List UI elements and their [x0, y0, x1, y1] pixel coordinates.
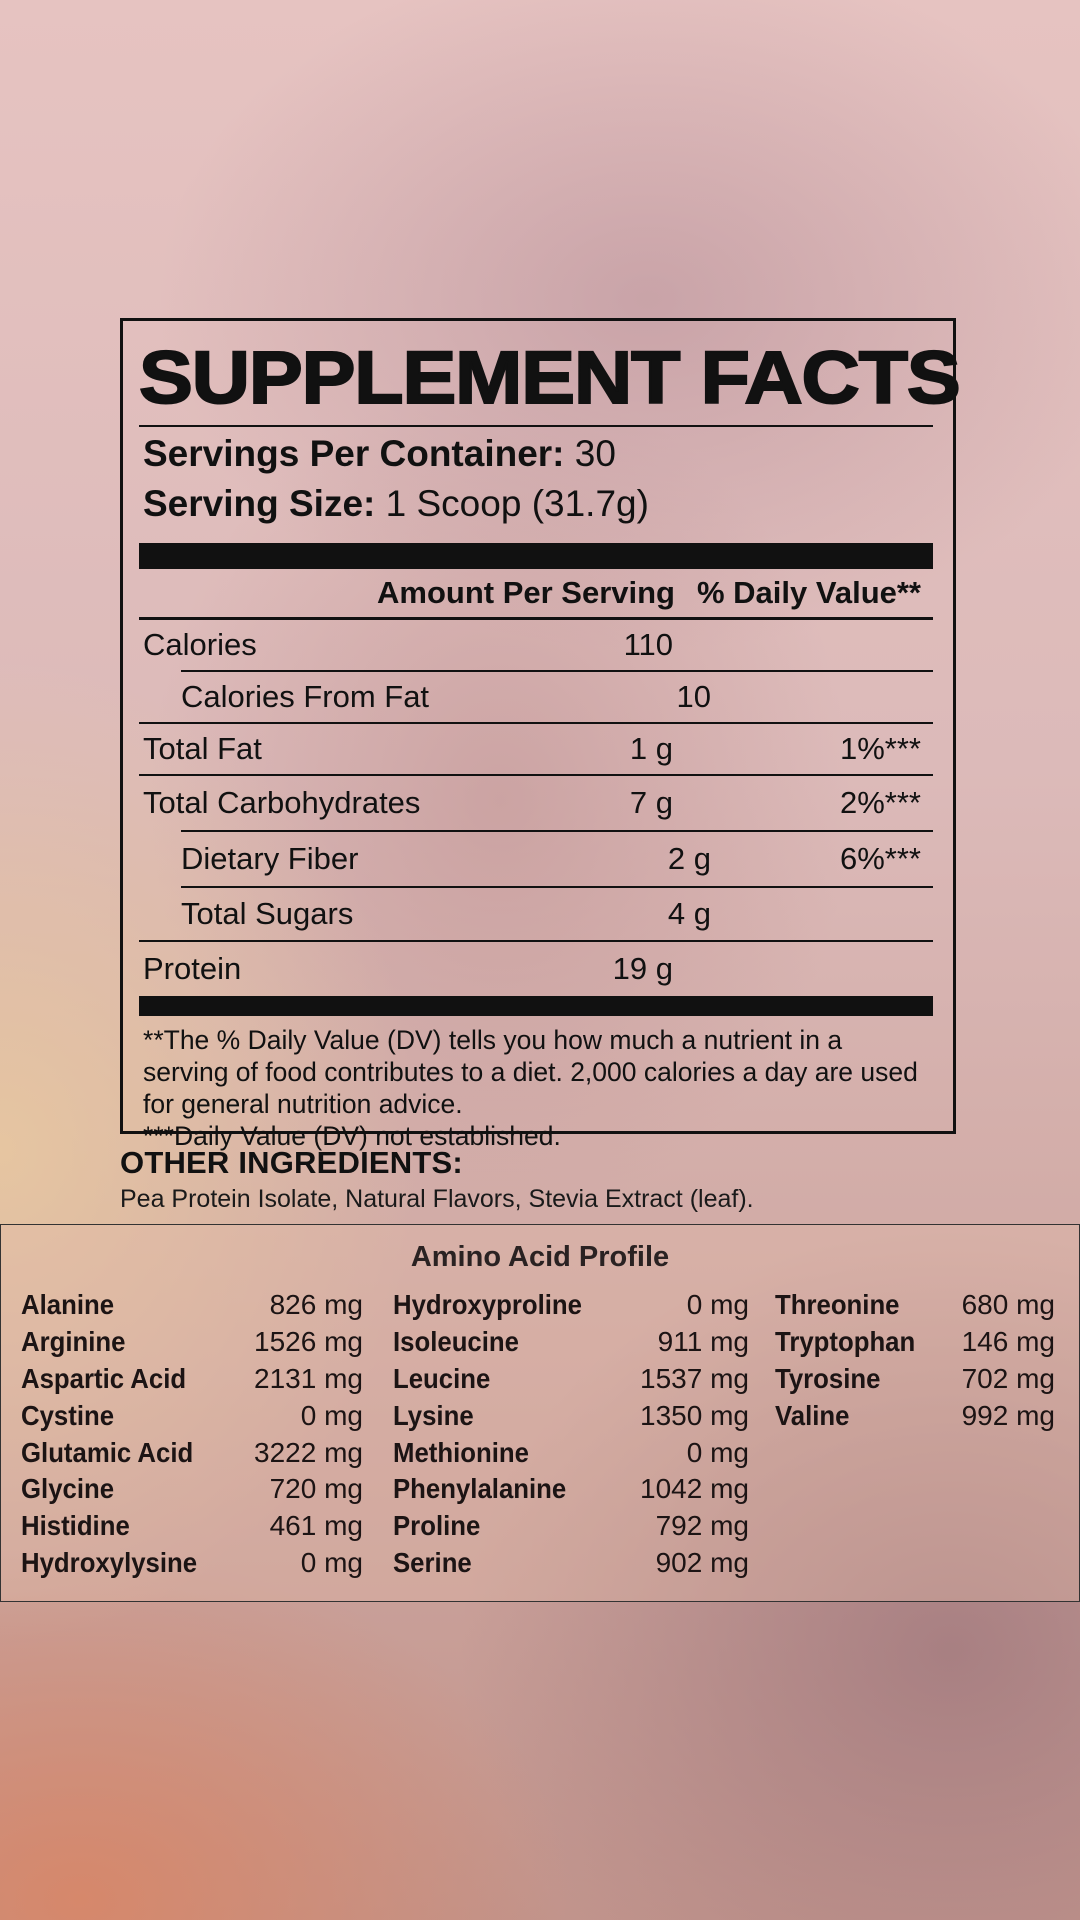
serving-size-label: Serving Size:	[143, 483, 376, 524]
amino-row	[775, 1287, 1055, 1324]
amount-per-serving-header: Amount Per Serving	[377, 575, 675, 610]
nutrient-row-total-fat	[139, 724, 933, 774]
amino-name: Isoleucine	[393, 1326, 519, 1358]
nutrient-row-dietary-fiber	[139, 832, 933, 886]
nutrient-daily-value: 6%***	[840, 841, 921, 876]
daily-value-not-established-footnote: ***Daily Value (DV) not established.	[143, 1121, 561, 1151]
nutrient-amount: 4 g	[667, 896, 711, 931]
amino-value: 0 mg	[686, 1289, 749, 1321]
nutrient-name: Calories From Fat	[181, 679, 430, 714]
amino-row	[393, 1287, 749, 1324]
nutrient-amount: 19 g	[612, 951, 673, 986]
amino-value: 3222 mg	[254, 1436, 363, 1468]
nutrient-row-calories	[139, 620, 933, 670]
other-ingredients-title: OTHER INGREDIENTS:	[120, 1145, 463, 1180]
amino-name: Valine	[775, 1399, 850, 1431]
amino-row	[21, 1434, 363, 1471]
amino-name: Cystine	[21, 1399, 115, 1431]
amino-row	[393, 1471, 749, 1508]
amino-row	[21, 1508, 363, 1545]
amino-name: Histidine	[21, 1510, 130, 1542]
amino-value: 146 mg	[961, 1326, 1055, 1358]
amino-value: 0 mg	[300, 1399, 363, 1431]
nutrient-row-calories-from-fat	[139, 672, 933, 722]
supplement-facts-panel	[120, 318, 960, 1151]
amino-column-2	[393, 1287, 749, 1581]
amino-acid-profile-panel	[0, 1224, 1080, 1602]
amino-row	[775, 1361, 1055, 1398]
daily-value-footnote: **The % Daily Value (DV) tells you how much a nutrient in a serving of food contributes to a diet. 2,000 calories a day are used for general nutrition advice.	[143, 1025, 918, 1119]
amino-name: Tyrosine	[775, 1362, 881, 1394]
nutrient-name: Total Carbohydrates	[143, 785, 421, 820]
amino-row	[21, 1397, 363, 1434]
nutrient-amount: 2 g	[667, 841, 711, 876]
serving-size-value: 1 Scoop (31.7g)	[385, 483, 649, 524]
amino-row	[21, 1287, 363, 1324]
amino-name: Tryptophan	[775, 1326, 916, 1358]
supplement-facts-title: SUPPLEMENT FACTS	[139, 336, 960, 419]
nutrient-amount: 1 g	[629, 731, 673, 766]
nutrient-amount: 110	[623, 627, 673, 662]
amino-name: Hydroxyproline	[393, 1289, 582, 1321]
amino-row	[393, 1508, 749, 1545]
nutrient-daily-value: 2%***	[840, 785, 921, 820]
amino-value: 680 mg	[961, 1289, 1055, 1321]
nutrient-row-total-carbohydrates	[139, 776, 933, 830]
amino-name: Serine	[393, 1546, 472, 1578]
servings-per-container	[139, 429, 933, 479]
amino-acid-profile-title: Amino Acid Profile	[410, 1241, 670, 1273]
nutrient-name: Dietary Fiber	[181, 841, 359, 876]
amino-value: 1526 mg	[254, 1326, 363, 1358]
thick-divider	[139, 543, 933, 569]
nutrient-name: Calories	[143, 627, 257, 662]
amino-name: Threonine	[775, 1289, 900, 1321]
amino-column-3	[775, 1287, 1055, 1434]
nutrient-amount: 7 g	[629, 785, 673, 820]
amino-value: 902 mg	[655, 1546, 749, 1578]
amino-value: 0 mg	[300, 1546, 363, 1578]
amino-name: Leucine	[393, 1362, 491, 1394]
amino-value: 1042 mg	[640, 1473, 749, 1505]
amino-name: Aspartic Acid	[21, 1362, 187, 1394]
nutrient-name: Total Sugars	[181, 896, 354, 931]
amino-value: 702 mg	[961, 1362, 1055, 1394]
amino-row	[775, 1397, 1055, 1434]
nutrient-name: Protein	[143, 951, 242, 986]
amino-value: 2131 mg	[254, 1362, 363, 1394]
amino-value: 461 mg	[269, 1510, 363, 1542]
amino-column-1	[21, 1287, 363, 1581]
amino-row	[21, 1545, 363, 1582]
serving-size	[139, 479, 933, 529]
amino-value: 1537 mg	[640, 1362, 749, 1394]
thick-divider	[139, 996, 933, 1016]
amino-value: 720 mg	[269, 1473, 363, 1505]
column-header-row	[139, 569, 933, 617]
servings-per-container-value: 30	[574, 433, 616, 474]
amino-value: 0 mg	[686, 1436, 749, 1468]
daily-value-header: % Daily Value**	[696, 575, 921, 610]
amino-value: 911 mg	[657, 1326, 749, 1358]
amino-value: 792 mg	[655, 1510, 749, 1542]
amino-row	[393, 1545, 749, 1582]
amino-row	[775, 1324, 1055, 1361]
nutrient-daily-value: 1%***	[840, 731, 921, 766]
amino-name: Alanine	[21, 1289, 115, 1321]
amino-row	[21, 1361, 363, 1398]
amino-name: Phenylalanine	[393, 1473, 567, 1505]
amino-value: 826 mg	[269, 1289, 363, 1321]
nutrient-name: Total Fat	[143, 731, 262, 766]
amino-row	[21, 1471, 363, 1508]
amino-row	[21, 1324, 363, 1361]
nutrient-amount: 10	[676, 679, 711, 714]
servings-per-container-label: Servings Per Container:	[143, 433, 565, 474]
other-ingredients-text: Pea Protein Isolate, Natural Flavors, Stevia Extract (leaf).	[120, 1185, 754, 1213]
amino-value: 992 mg	[961, 1399, 1055, 1431]
amino-name: Lysine	[393, 1399, 474, 1431]
nutrient-row-total-sugars	[139, 888, 933, 940]
amino-name: Glutamic Acid	[21, 1436, 194, 1468]
amino-name: Arginine	[21, 1326, 126, 1358]
amino-row	[393, 1324, 749, 1361]
amino-value: 1350 mg	[640, 1399, 749, 1431]
amino-name: Glycine	[21, 1473, 115, 1505]
amino-name: Proline	[393, 1510, 481, 1542]
nutrient-row-protein	[139, 942, 933, 996]
amino-row	[393, 1397, 749, 1434]
amino-row	[393, 1361, 749, 1398]
amino-row	[393, 1434, 749, 1471]
divider	[139, 425, 933, 427]
amino-name: Hydroxylysine	[21, 1546, 198, 1578]
amino-name: Methionine	[393, 1436, 529, 1468]
